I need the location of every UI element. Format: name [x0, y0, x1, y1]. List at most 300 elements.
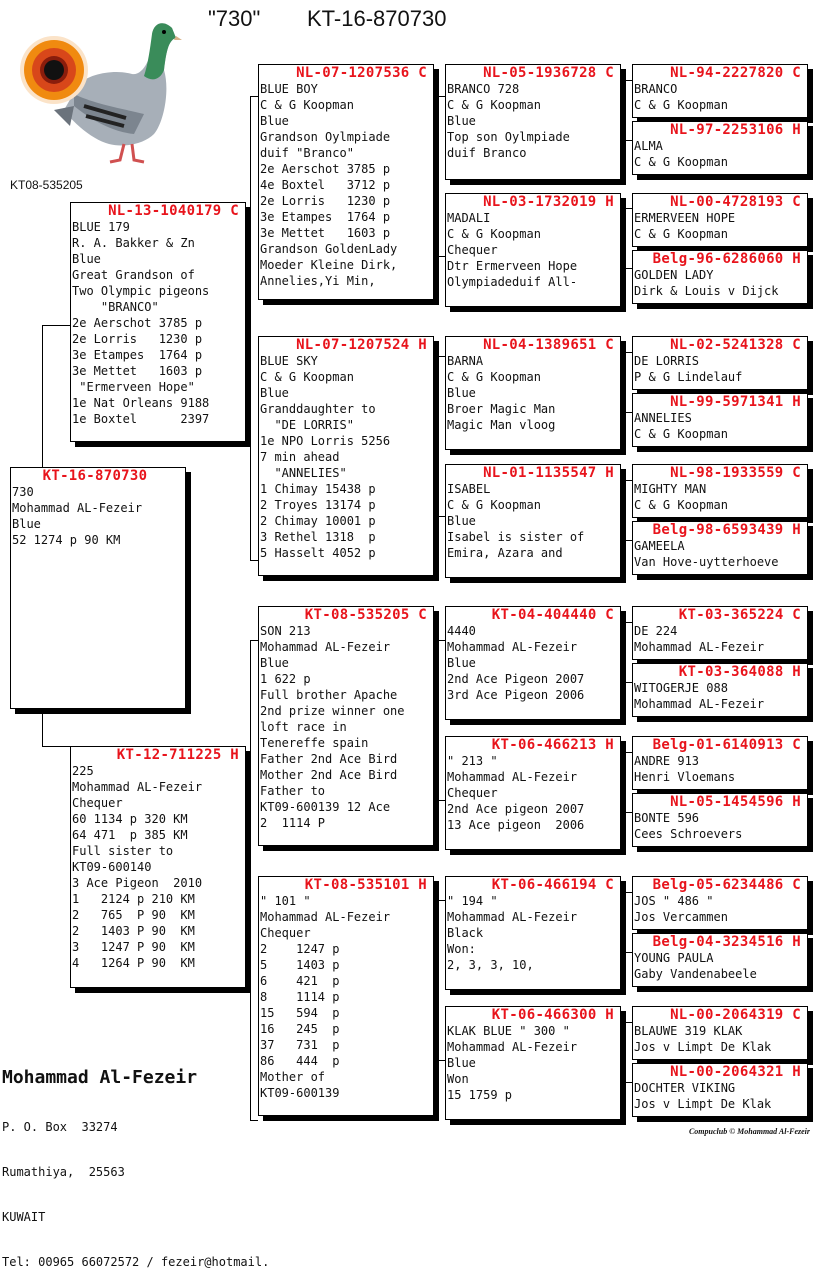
- pigeon-details: [633, 680, 807, 712]
- connector-line: [625, 752, 626, 812]
- detail-line: KT09-600139 12 Ace: [260, 800, 391, 814]
- detail-line: 2 1114 P: [260, 816, 326, 830]
- connector-line: [437, 900, 445, 901]
- detail-line: Chequer: [72, 796, 123, 810]
- pigeon-details: [446, 353, 620, 433]
- detail-line: 16 245 p: [260, 1022, 340, 1036]
- pigeon-name-title: "730": [208, 6, 261, 31]
- detail-line: 1 622 p: [260, 672, 311, 686]
- great-grandparent-card: [445, 736, 621, 850]
- ring-number: KT-06-466194 C: [491, 877, 614, 893]
- subject-pigeon-card: [10, 467, 186, 709]
- connector-line: [250, 96, 258, 97]
- detail-line: 2nd Ace pigeon 2007: [447, 802, 585, 816]
- detail-line: 64 471 p 385 KM: [72, 828, 188, 842]
- detail-line: 2e Aerschot 3785 p: [72, 316, 203, 330]
- owner-line: P. O. Box 33274: [2, 1120, 118, 1134]
- great-great-grandparent-card: [632, 933, 808, 987]
- grandparent-card: [258, 606, 434, 846]
- detail-line: Blue: [12, 517, 41, 531]
- detail-line: Won:: [447, 942, 476, 956]
- detail-line: Won: [447, 1072, 469, 1086]
- detail-line: WITOGERJE 088: [634, 681, 728, 695]
- detail-line: DE 224: [634, 624, 678, 638]
- detail-line: Blue: [72, 252, 101, 266]
- detail-line: 2 765 P 90 KM: [72, 908, 195, 922]
- detail-line: Grandson GoldenLady: [260, 242, 398, 256]
- pigeon-details: [633, 893, 807, 925]
- pigeon-details: [259, 893, 433, 1101]
- ring-number: NL-99-5971341 H: [670, 394, 801, 410]
- detail-line: Henri Vloemans: [634, 770, 736, 784]
- great-great-grandparent-card: [632, 193, 808, 247]
- detail-line: " 213 ": [447, 754, 498, 768]
- detail-line: 2 Chimay 10001 p: [260, 514, 376, 528]
- pigeon-details: [633, 267, 807, 299]
- detail-line: 15 594 p: [260, 1006, 340, 1020]
- detail-line: 225: [72, 764, 94, 778]
- detail-line: SON 213: [260, 624, 311, 638]
- detail-line: C & G Koopman: [447, 498, 541, 512]
- great-great-grandparent-card: [632, 64, 808, 118]
- connector-line: [625, 140, 632, 141]
- dam-card: [70, 746, 246, 988]
- detail-line: 4 1264 P 90 KM: [72, 956, 195, 970]
- great-grandparent-card: [445, 464, 621, 578]
- ring-number: KT-16-870730: [42, 468, 148, 484]
- owner-line: Rumathiya, 25563: [2, 1165, 125, 1179]
- detail-line: Mohammad AL-Fezeir: [12, 501, 143, 515]
- detail-line: YOUNG PAULA: [634, 951, 714, 965]
- detail-line: 3 Rethel 1318 p: [260, 530, 376, 544]
- eye-close-up-icon: [20, 36, 88, 104]
- ring-number: Belg-05-6234486 C: [652, 877, 801, 893]
- detail-line: Top son Oylmpiade: [447, 130, 570, 144]
- detail-line: 2e Lorris 1230 p: [72, 332, 203, 346]
- detail-line: C & G Koopman: [634, 155, 728, 169]
- great-great-grandparent-card: [632, 1063, 808, 1117]
- detail-line: 86 444 p: [260, 1054, 340, 1068]
- detail-line: duif "Branco": [260, 146, 354, 160]
- detail-line: 37 731 p: [260, 1038, 340, 1052]
- detail-line: Blue: [260, 656, 289, 670]
- connector-line: [625, 80, 632, 81]
- detail-line: 2e Lorris 1230 p: [260, 194, 391, 208]
- detail-line: " 194 ": [447, 894, 498, 908]
- detail-line: BLUE 179: [72, 220, 130, 234]
- detail-line: 2nd Ace Pigeon 2007: [447, 672, 585, 686]
- detail-line: 52 1274 p 90 KM: [12, 533, 121, 547]
- detail-line: 8 1114 p: [260, 990, 340, 1004]
- connector-line: [437, 640, 438, 800]
- ring-number: KT-06-466213 H: [491, 737, 614, 753]
- pigeon-details: [633, 623, 807, 655]
- detail-line: Magic Man vloog: [447, 418, 556, 432]
- detail-line: C & G Koopman: [447, 227, 541, 241]
- connector-line: [437, 800, 445, 801]
- ring-number: Belg-98-6593439 H: [652, 522, 801, 538]
- ring-number: NL-13-1040179 C: [108, 203, 239, 219]
- pigeon-details: [259, 353, 433, 561]
- pigeon-details: [446, 81, 620, 161]
- connector-line: [625, 622, 626, 682]
- ring-number: NL-07-1207524 H: [296, 337, 427, 353]
- detail-line: Blue: [447, 514, 476, 528]
- pigeon-details: [633, 481, 807, 513]
- detail-line: "Ermerveen Hope": [72, 380, 195, 394]
- detail-line: Broer Magic Man: [447, 402, 556, 416]
- connector-line: [625, 208, 632, 209]
- detail-line: BLAUWE 319 KLAK: [634, 1024, 743, 1038]
- pigeon-details: [633, 1080, 807, 1112]
- ring-number: KT-06-466300 H: [491, 1007, 614, 1023]
- connector-line: [437, 900, 438, 1060]
- connector-line: [437, 1060, 445, 1061]
- connector-line: [625, 208, 626, 268]
- connector-line: [42, 325, 70, 326]
- detail-line: Mohammad AL-Fezeir: [634, 697, 765, 711]
- detail-line: Chequer: [447, 243, 498, 257]
- grandparent-card: [258, 336, 434, 576]
- great-great-grandparent-card: [632, 521, 808, 575]
- connector-line: [437, 356, 445, 357]
- ring-number: NL-00-4728193 C: [670, 194, 801, 210]
- ring-number: NL-05-1936728 C: [483, 65, 614, 81]
- detail-line: C & G Koopman: [634, 498, 728, 512]
- detail-line: Van Hove-uytterhoeve: [634, 555, 779, 569]
- detail-line: C & G Koopman: [447, 98, 541, 112]
- detail-line: 1e Nat Orleans 9188: [72, 396, 210, 410]
- detail-line: Black: [447, 926, 484, 940]
- detail-line: Blue: [447, 386, 476, 400]
- owner-block: [2, 1036, 269, 1285]
- detail-line: Annelies,Yi Min,: [260, 274, 376, 288]
- detail-line: 13 Ace pigeon 2006: [447, 818, 585, 832]
- detail-line: 2nd prize winner one: [260, 704, 405, 718]
- connector-line: [625, 1082, 632, 1083]
- great-grandparent-card: [445, 336, 621, 450]
- detail-line: C & G Koopman: [634, 227, 728, 241]
- connector-line: [437, 256, 445, 257]
- pigeon-details: [633, 210, 807, 242]
- connector-line: [625, 812, 632, 813]
- detail-line: Mohammad AL-Fezeir: [447, 770, 578, 784]
- detail-line: KT09-600140: [72, 860, 152, 874]
- connector-line: [42, 325, 43, 467]
- ring-number: NL-98-1933559 C: [670, 465, 801, 481]
- detail-line: Father to: [260, 784, 326, 798]
- detail-line: Mohammad AL-Fezeir: [72, 780, 203, 794]
- detail-line: GOLDEN LADY: [634, 268, 714, 282]
- detail-line: "DE LORRIS": [260, 418, 354, 432]
- detail-line: Granddaughter to: [260, 402, 376, 416]
- detail-line: Blue: [447, 656, 476, 670]
- great-grandparent-card: [445, 193, 621, 307]
- connector-line: [625, 412, 632, 413]
- detail-line: 1e Boxtel 2397: [72, 412, 210, 426]
- connector-line: [437, 356, 438, 516]
- detail-line: Chequer: [260, 926, 311, 940]
- pigeon-details: [633, 353, 807, 385]
- detail-line: C & G Koopman: [260, 370, 354, 384]
- detail-line: loft race in: [260, 720, 347, 734]
- pigeon-details: [633, 81, 807, 113]
- pigeon-details: [446, 481, 620, 561]
- great-great-grandparent-card: [632, 793, 808, 847]
- great-great-grandparent-card: [632, 393, 808, 447]
- ring-number: KT-04-404440 C: [491, 607, 614, 623]
- detail-line: GAMEELA: [634, 539, 685, 553]
- detail-line: R. A. Bakker & Zn: [72, 236, 195, 250]
- ring-number: NL-00-2064321 H: [670, 1064, 801, 1080]
- detail-line: Dirk & Louis v Dijck: [634, 284, 779, 298]
- detail-line: DOCHTER VIKING: [634, 1081, 736, 1095]
- grandparent-card: [258, 64, 434, 300]
- photo-caption: KT08-535205: [10, 178, 83, 192]
- detail-line: Mohammad AL-Fezeir: [447, 1040, 578, 1054]
- great-great-grandparent-card: [632, 663, 808, 717]
- detail-line: MIGHTY MAN: [634, 482, 707, 496]
- detail-line: duif Branco: [447, 146, 527, 160]
- detail-line: 3e Mettet 1603 p: [260, 226, 391, 240]
- detail-line: 5 1403 p: [260, 958, 340, 972]
- detail-line: 2e Aerschot 3785 p: [260, 162, 391, 176]
- detail-line: Cees Schroevers: [634, 827, 743, 841]
- detail-line: Jos v Limpt De Klak: [634, 1040, 772, 1054]
- great-great-grandparent-card: [632, 336, 808, 390]
- ring-number: NL-94-2227820 C: [670, 65, 801, 81]
- connector-line: [250, 560, 258, 561]
- ring-number: KT-03-365224 C: [678, 607, 801, 623]
- connector-line: [437, 640, 445, 641]
- ring-number: Belg-04-3234516 H: [652, 934, 801, 950]
- detail-line: Mother 2nd Ace Bird: [260, 768, 398, 782]
- pigeon-details: [446, 623, 620, 703]
- great-great-grandparent-card: [632, 121, 808, 175]
- detail-line: Mohammad AL-Fezeir: [447, 640, 578, 654]
- detail-line: "BRANCO": [72, 300, 159, 314]
- pigeon-details: [71, 763, 245, 971]
- detail-line: ANDRE 913: [634, 754, 700, 768]
- great-grandparent-card: [445, 64, 621, 180]
- great-great-grandparent-card: [632, 736, 808, 790]
- connector-line: [625, 268, 632, 269]
- detail-line: "ANNELIES": [260, 466, 347, 480]
- detail-line: Moeder Kleine Dirk,: [260, 258, 398, 272]
- detail-line: 60 1134 p 320 KM: [72, 812, 188, 826]
- detail-line: 3rd Ace Pigeon 2006: [447, 688, 585, 702]
- detail-line: C & G Koopman: [634, 427, 728, 441]
- pigeon-details: [633, 410, 807, 442]
- pigeon-details: [446, 893, 620, 973]
- pigeon-details: [633, 753, 807, 785]
- connector-line: [625, 480, 626, 540]
- ring-number: KT-08-535101 H: [304, 877, 427, 893]
- detail-line: KT09-600139: [260, 1086, 340, 1100]
- detail-line: Mohammad AL-Fezeir: [447, 910, 578, 924]
- detail-line: MADALI: [447, 211, 491, 225]
- detail-line: 2, 3, 3, 10,: [447, 958, 534, 972]
- owner-line: Tel: 00965 66072572 / fezeir@hotmail.: [2, 1255, 270, 1269]
- connector-line: [437, 96, 438, 256]
- detail-line: Chequer: [447, 786, 498, 800]
- detail-line: 2 1247 p: [260, 942, 340, 956]
- great-great-grandparent-card: [632, 876, 808, 930]
- detail-line: Mother of: [260, 1070, 326, 1084]
- pigeon-details: [633, 950, 807, 982]
- pigeon-details: [446, 753, 620, 833]
- connector-line: [625, 752, 632, 753]
- owner-line: KUWAIT: [2, 1210, 46, 1224]
- detail-line: Blue: [447, 1056, 476, 1070]
- connector-line: [42, 707, 43, 746]
- detail-line: 3 Ace Pigeon 2010: [72, 876, 203, 890]
- connector-line: [625, 1022, 626, 1082]
- detail-line: 3e Etampes 1764 p: [260, 210, 391, 224]
- connector-line: [625, 952, 632, 953]
- detail-line: ANNELIES: [634, 411, 692, 425]
- detail-line: Olympiadeduif All-: [447, 275, 578, 289]
- detail-line: 2 1403 P 90 KM: [72, 924, 195, 938]
- detail-line: 4440: [447, 624, 476, 638]
- connector-line: [437, 96, 445, 97]
- detail-line: BLUE SKY: [260, 354, 318, 368]
- detail-line: Mohammad AL-Fezeir: [260, 640, 391, 654]
- detail-line: 730: [12, 485, 34, 499]
- connector-line: [437, 516, 445, 517]
- detail-line: P & G Lindelauf: [634, 370, 743, 384]
- ring-number: NL-01-1135547 H: [483, 465, 614, 481]
- detail-line: Emira, Azara and: [447, 546, 563, 560]
- detail-line: Father 2nd Ace Bird: [260, 752, 398, 766]
- sire-card: [70, 202, 246, 442]
- detail-line: 4e Boxtel 3712 p: [260, 178, 391, 192]
- detail-line: Jos Vercammen: [634, 910, 728, 924]
- detail-line: Two Olympic pigeons: [72, 284, 210, 298]
- detail-line: Great Grandson of: [72, 268, 195, 282]
- ring-number: KT-03-364088 H: [678, 664, 801, 680]
- detail-line: Blue: [260, 386, 289, 400]
- detail-line: " 101 ": [260, 894, 311, 908]
- detail-line: Gaby Vandenabeele: [634, 967, 757, 981]
- ring-number: Belg-01-6140913 C: [652, 737, 801, 753]
- connector-line: [625, 892, 632, 893]
- ring-number: KT-12-711225 H: [116, 747, 239, 763]
- detail-line: BONTE 596: [634, 811, 700, 825]
- pigeon-ring-title: KT-16-870730: [307, 6, 447, 31]
- pigeon-details: [633, 1023, 807, 1055]
- connector-line: [625, 480, 632, 481]
- connector-line: [250, 640, 258, 641]
- pigeon-details: [446, 1023, 620, 1103]
- connector-line: [625, 352, 626, 412]
- connector-line: [625, 682, 632, 683]
- pigeon-details: [11, 484, 185, 548]
- ring-number: NL-97-2253106 H: [670, 122, 801, 138]
- great-great-grandparent-card: [632, 1006, 808, 1060]
- detail-line: 1 Chimay 15438 p: [260, 482, 376, 496]
- connector-line: [42, 746, 70, 747]
- great-grandparent-card: [445, 1006, 621, 1120]
- ring-number: KT-08-535205 C: [304, 607, 427, 623]
- detail-line: BRANCO: [634, 82, 678, 96]
- owner-name: Mohammad Al-Fezeir: [2, 1067, 198, 1088]
- detail-line: Isabel is sister of: [447, 530, 585, 544]
- detail-line: BRANCO 728: [447, 82, 520, 96]
- pigeon-details: [633, 138, 807, 170]
- detail-line: ISABEL: [447, 482, 491, 496]
- pigeon-details: [71, 219, 245, 427]
- copyright-footer: Compuclub © Mohammad Al-Fezeir: [688, 1127, 810, 1136]
- ring-number: NL-05-1454596 H: [670, 794, 801, 810]
- pigeon-details: [259, 81, 433, 289]
- great-grandparent-card: [445, 606, 621, 720]
- detail-line: 6 421 p: [260, 974, 340, 988]
- connector-line: [625, 622, 632, 623]
- detail-line: ERMERVEEN HOPE: [634, 211, 736, 225]
- connector-line: [625, 80, 626, 140]
- connector-line: [625, 352, 632, 353]
- detail-line: 3e Etampes 1764 p: [72, 348, 203, 362]
- detail-line: BARNA: [447, 354, 484, 368]
- great-grandparent-card: [445, 876, 621, 990]
- ring-number: NL-07-1207536 C: [296, 65, 427, 81]
- detail-line: DE LORRIS: [634, 354, 700, 368]
- detail-line: C & G Koopman: [260, 98, 354, 112]
- detail-line: Mohammad AL-Fezeir: [260, 910, 391, 924]
- connector-line: [625, 1022, 632, 1023]
- ring-number: NL-03-1732019 H: [483, 194, 614, 210]
- pigeon-details: [259, 623, 433, 831]
- detail-line: C & G Koopman: [634, 98, 728, 112]
- connector-line: [250, 96, 251, 560]
- detail-line: Mohammad AL-Fezeir: [634, 640, 765, 654]
- detail-line: Dtr Ermerveen Hope: [447, 259, 578, 273]
- ring-number: Belg-96-6286060 H: [652, 251, 801, 267]
- pigeon-details: [633, 810, 807, 842]
- detail-line: 2 Troyes 13174 p: [260, 498, 376, 512]
- detail-line: Grandson Oylmpiade: [260, 130, 391, 144]
- detail-line: Blue: [260, 114, 289, 128]
- detail-line: C & G Koopman: [447, 370, 541, 384]
- detail-line: ALMA: [634, 139, 663, 153]
- pigeon-eye-photo: [14, 14, 184, 164]
- detail-line: 3 1247 P 90 KM: [72, 940, 195, 954]
- grandparent-card: [258, 876, 434, 1116]
- connector-line: [625, 540, 632, 541]
- ring-number: NL-00-2064319 C: [670, 1007, 801, 1023]
- detail-line: 15 1759 p: [447, 1088, 513, 1102]
- detail-line: Full brother Apache: [260, 688, 398, 702]
- detail-line: 3e Mettet 1603 p: [72, 364, 203, 378]
- detail-line: BLUE BOY: [260, 82, 318, 96]
- great-great-grandparent-card: [632, 464, 808, 518]
- detail-line: 1e NPO Lorris 5256: [260, 434, 391, 448]
- detail-line: KLAK BLUE " 300 ": [447, 1024, 570, 1038]
- detail-line: 5 Hasselt 4052 p: [260, 546, 376, 560]
- detail-line: 7 min ahead: [260, 450, 340, 464]
- ring-number: NL-04-1389651 C: [483, 337, 614, 353]
- detail-line: Full sister to: [72, 844, 174, 858]
- pigeon-details: [633, 538, 807, 570]
- great-great-grandparent-card: [632, 606, 808, 660]
- ring-number: NL-02-5241328 C: [670, 337, 801, 353]
- detail-line: JOS " 486 ": [634, 894, 714, 908]
- pigeon-details: [446, 210, 620, 290]
- great-great-grandparent-card: [632, 250, 808, 304]
- detail-line: Blue: [447, 114, 476, 128]
- detail-line: Tenereffe spain: [260, 736, 369, 750]
